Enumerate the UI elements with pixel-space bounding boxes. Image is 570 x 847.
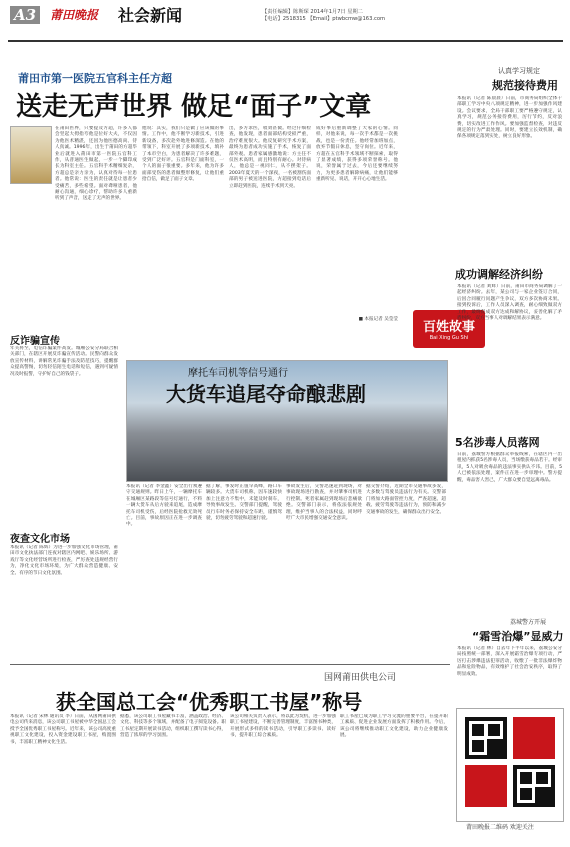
night-check-text: 本报讯（记者 陈辉）为进一步加强文化市场管理，莆田市文化执法部门连夜对辖区内网吧、娱乐场所、游戏厅等文化经营场所进行检查，严厉查处违规经营行为，净化文化市场环境，为广大群众营造健康、安全、有序的节日文化氛围。	[10, 545, 118, 576]
side1-title: 规范接待费用	[492, 79, 558, 92]
bottom-column-3: 该公司相关负责人表示，将以此为契机，进一步加强职工书屋建设，不断完善管理制度，丰富图书种类，开展形式多样的读书活动，引导职工多读书、读好书，提升职工综合素质。	[230, 714, 336, 739]
anti-fraud-title: 反诈骗宣传	[10, 336, 60, 347]
bottom-column-1: 本报讯（记者 宋林 通讯员 李）日前，从国网莆田供电公司传来消息，该公司职工书屋被中华全国总工会授予全国优秀职工书屋称号。近年来，该公司高度重视职工文化建设，投入资金建设职工书屋，购置图书，丰富职工精神文化生活。	[10, 714, 116, 745]
mid-column-3: 事故发生后，交警迅速赶到现场，对事故现场进行勘查，并对肇事司机进行控制。死者家属赶到现场后悲痛欲绝。交警部门表示，将依法依规处理，维护当事人的合法权益，同时呼吁广大市民增强交通安全意识。	[286, 484, 362, 522]
story-logo-sub: Bai Xing Gu Shi	[429, 335, 469, 341]
header-meta: 【责任编辑】陈斯琛 2014年1月7日 星期二 【电话】2518315 【Email】ptwbcmw@163.com	[262, 9, 386, 22]
side1-label: 认真学习规定	[498, 67, 540, 75]
side1-text: 本报讯（记者 陈晨晨）日前，市商务局组织全体干部职工学习中央八项规定精神，进一步加强作风建设。会议要求，全局干部职工要严格遵守规定，认真学习，规范公务接待费用，厉行节约，反对浪费，切实改进工作作风。要加强监督检查，对违反规定的行为严肃处理。同时，要建立长效机制，确保各项规定落到实处，树立良好形象。	[457, 96, 562, 140]
qr-code-2	[513, 765, 555, 807]
qr-code-1	[465, 717, 507, 759]
bottom-column-4: 职工书屋已成为职工学习交流的重要平台，在提升职工素质、促进企业发展方面发挥了积极作用。今后，该公司将继续推动职工文化建设，助力企业健康发展。	[340, 714, 448, 739]
lead-column-4: 成好事后重新调整了大家的心情。同样，对他来说，每一次手术都是一次挑战，也是一份责任。他经常加班加点，放弃节假日休息，坚守岗位。近年来，方超在五官科手术领域不断探索，取得了显著成绩，获得多项荣誉称号。他说，荣誉属于过去，今后还要继续努力，为更多患者解除病痛，让他们能够重新听见、说话，开开心心地生活。	[316, 126, 398, 183]
mid-column-4: 据交警介绍，近期全市交通事故多发，大多数与驾驶员违法行为有关。交警部门将加大路面管控力度，严查超速、超载、疲劳驾驶等违法行为，预防和减少交通事故的发生，确保群众出行安全。	[366, 484, 446, 515]
lead-column-2: 他说：其实，我们只是做了应该做的事情。工作中，他不断学习新技术，引进新设备，多次赴外地进修深造。在他的带领下，科室开展了多项新技术，填补了本市空白，为患者解决了许多难题，受到广泛好评。五官科是门面科室，一个人的面子很重要。多年来，他为许多面部受伤的患者做整形修复，让他们重拾自信，做足了面子文章。	[142, 126, 224, 183]
lead-headline: 送走无声世界 做足“面子”文章	[16, 92, 372, 122]
page-header	[0, 0, 570, 40]
lead-kicker: 莆田市第一医院五官科主任方超	[18, 72, 172, 85]
story-logo-text: 百姓故事	[422, 320, 475, 335]
side2-text: 本报讯（记者 刘辉）日前，莆田市商务局调解了一起经济纠纷。去年，某公司与一家企业签订合同，后因合同履行问题产生争议，双方多次协商未果。接到投诉后，工作人员深入调查，耐心细致做双方工作，最终促成双方达成和解协议，妥善化解了矛盾纠纷，双方当事人对调解结果表示满意。	[457, 284, 562, 322]
lead-column-1: 在莆田医界，只要提及方超，许多人都会竖起大拇指夸他是位好大夫，不仅因为他医术精湛，还因为他医德高尚、待人真诚。1996年，出生于莆田的方超毕业后就进入莆田市第一医院五官科工作，从普通医生做起，一步一个脚印成长为科室主任。五官科手术精细复杂，方超总是亲力亲为，认真对待每一位患者。他常说：医生的责任就是让患者少受痛苦，多些希望。面对聋哑患者，他耐心沟通，细心诊疗，帮助许多人重新听到了声音，送走了无声的世界。	[55, 126, 137, 202]
side2-title: 成功调解经济纠纷	[455, 268, 543, 281]
side4-text: 本报讯（记者 林）自去年下半年以来，荔城公安分局按照统一部署，深入开展霜雪治爆专项行动，严厉打击涉爆违法犯罪活动，收缴了一批非法爆炸物品和危险物品，有效维护了社会治安秩序，取得了明显成效。	[457, 646, 562, 677]
side4-title: “霜雪治爆”显威力	[472, 630, 564, 643]
side3-text: 日前，荔城警方根据群众举报线索，在辖区内一出租屋内抓获5名涉毒人员，当场缴获毒品若干。经审讯，5人对吸食毒品的违法事实供认不讳。目前，5人已被依法处理，案件正在进一步审理中。警方提醒，毒品害人害己，广大群众要自觉远离毒品。	[457, 452, 562, 483]
weibo-logo	[465, 765, 507, 807]
section-title: 社会新闻	[118, 6, 183, 25]
side4-label: 荔城警方开展	[510, 619, 547, 626]
wechat-logo	[513, 717, 555, 759]
qr-caption: 莆田晚报二维码 欢迎关注	[466, 824, 534, 831]
mid-column-2: 据了解，事发时正值早高峰，路口车辆较多。大货车司机称，因车速较快加上注意力不集中，未能及时刹车，导致事故发生。交警部门提醒，驾驶员行车时务必保持安全车距，谨慎驾驶，切勿疲劳驾驶和超速行驶。	[206, 484, 282, 522]
portrait-photo	[10, 126, 52, 184]
bottom-headline: 获全国总工会“优秀职工书屋”称号	[56, 690, 363, 714]
lead-column-3: 出，多方求医，收效甚微。经过仔细检查，他发现，患者面部结构受损严重，治疗难度很大。他反复研究手术方案，最终为患者成功实施了手术，恢复了面部外观。患者家属感激地说：方主任不仅医术高明，而且特别有耐心。对待病人，他总是一视同仁，从不摆架子。2003年夏天的一个深夜，一名被割伤面部的男子被送进医院，方超接到电话后立即赶到医院，连续手术到天亮。	[229, 126, 311, 189]
side3-title: 5名涉毒人员落网	[455, 436, 540, 449]
bottom-column-2: 据悉，该公司职工书屋藏书丰富，涵盖政治、经济、文化、科技等多个领域，并配备了电子阅览设备。职工书屋定期开展读书活动，组织职工撰写读书心得，营造了浓厚的学习氛围。	[120, 714, 226, 739]
qr-block	[456, 708, 564, 822]
mid-headline: 大货车追尾夺命酿悲剧	[166, 382, 366, 406]
mid-kicker: 摩托车司机等信号通行	[188, 368, 288, 379]
bottom-rule	[10, 664, 450, 665]
mid-column-1: 本报讯（记者 李金鑫）安全出行须遵守交通规则。昨日上午，一辆摩托车在城厢区某路段等信号灯通行，不料一辆大货车从后方驶来追尾，造成摩托车司机受伤，后经医院抢救无效死亡。目前，事故原因正在进一步调查中。	[126, 484, 202, 528]
paper-name: 莆田晚报	[50, 8, 99, 22]
anti-fraud-text: 年关将至，电信诈骗案件高发。城厢公安分局联合相关部门，在辖区开展反诈骗宣传活动。民警向群众发放宣传材料，讲解常见诈骗手法及防范技巧，提醒群众提高警惕，切勿轻信陌生电话和短信，遇到可疑情况及时报警，守护好自己的钱袋子。	[10, 346, 118, 377]
bottom-kicker: 国网莆田供电公司	[324, 673, 397, 683]
night-check-title: 夜查文化市场	[10, 534, 70, 545]
page-number: A3	[10, 6, 40, 24]
header-rule	[8, 40, 563, 42]
lead-author: ■ 本报记者 吴莹莹	[358, 317, 398, 322]
